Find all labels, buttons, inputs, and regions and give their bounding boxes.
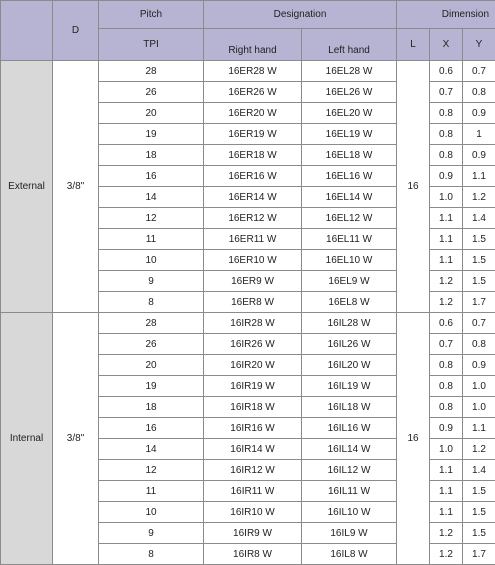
x-cell: 0.9 [430,418,463,439]
x-cell: 0.8 [430,355,463,376]
header-l: L [397,29,430,61]
y-cell: 1.2 [463,187,495,208]
right-hand-cell: 16IR9 W [204,523,302,544]
y-cell: 1.2 [463,439,495,460]
tpi-cell: 14 [99,187,204,208]
right-hand-cell: 16IR8 W [204,544,302,565]
tpi-cell: 11 [99,481,204,502]
y-cell: 0.8 [463,82,495,103]
left-hand-cell: 16IL28 W [302,313,397,334]
x-cell: 0.8 [430,397,463,418]
right-hand-cell: 16ER14 W [204,187,302,208]
d-value: 3/8" [53,61,99,313]
header-left-hand: Left hand [302,29,397,61]
tpi-cell: 12 [99,460,204,481]
x-cell: 1.1 [430,229,463,250]
x-cell: 1.1 [430,460,463,481]
tpi-cell: 19 [99,124,204,145]
header-right-hand: Right hand [204,29,302,61]
right-hand-cell: 16IR16 W [204,418,302,439]
y-cell: 1.0 [463,376,495,397]
left-hand-cell: 16IL14 W [302,439,397,460]
tpi-cell: 28 [99,313,204,334]
x-cell: 0.6 [430,61,463,82]
left-hand-cell: 16EL26 W [302,82,397,103]
y-cell: 1.7 [463,544,495,565]
tpi-cell: 20 [99,355,204,376]
x-cell: 0.8 [430,124,463,145]
left-hand-cell: 16IL9 W [302,523,397,544]
right-hand-cell: 16ER16 W [204,166,302,187]
y-cell: 1.1 [463,418,495,439]
right-hand-cell: 16ER19 W [204,124,302,145]
tpi-cell: 8 [99,292,204,313]
left-hand-cell: 16EL9 W [302,271,397,292]
x-cell: 1.1 [430,502,463,523]
tpi-cell: 10 [99,250,204,271]
tpi-cell: 18 [99,145,204,166]
y-cell: 1.5 [463,523,495,544]
tpi-cell: 16 [99,418,204,439]
y-cell: 0.7 [463,61,495,82]
table-body [1,61,495,565]
l-value: 16 [397,61,430,313]
x-cell: 0.7 [430,82,463,103]
x-cell: 1.2 [430,271,463,292]
tpi-cell: 20 [99,103,204,124]
header-pitch: Pitch [99,1,204,29]
tpi-cell: 16 [99,166,204,187]
y-cell: 0.9 [463,355,495,376]
y-cell: 1.4 [463,460,495,481]
tpi-cell: 26 [99,334,204,355]
right-hand-cell: 16IR18 W [204,397,302,418]
right-hand-cell: 16ER9 W [204,271,302,292]
header-x: X [430,29,463,61]
table-row [1,61,495,82]
x-cell: 1.2 [430,523,463,544]
tpi-cell: 26 [99,82,204,103]
y-cell: 0.9 [463,145,495,166]
tpi-cell: 9 [99,523,204,544]
x-cell: 0.9 [430,166,463,187]
l-value: 16 [397,313,430,565]
tpi-cell: 12 [99,208,204,229]
left-hand-cell: 16IL10 W [302,502,397,523]
section-label: External [1,61,53,313]
x-cell: 0.8 [430,103,463,124]
left-hand-cell: 16EL11 W [302,229,397,250]
right-hand-cell: 16ER11 W [204,229,302,250]
right-hand-cell: 16IR28 W [204,313,302,334]
y-cell: 1.4 [463,208,495,229]
x-cell: 0.6 [430,313,463,334]
header-d: D [53,1,99,61]
d-value: 3/8" [53,313,99,565]
right-hand-cell: 16IR26 W [204,334,302,355]
left-hand-cell: 16EL16 W [302,166,397,187]
section-label: Internal [1,313,53,565]
right-hand-cell: 16ER18 W [204,145,302,166]
x-cell: 1.2 [430,292,463,313]
left-hand-cell: 16EL14 W [302,187,397,208]
y-cell: 0.7 [463,313,495,334]
y-cell: 1.1 [463,166,495,187]
x-cell: 1.2 [430,544,463,565]
header-tpi: TPI [99,29,204,61]
x-cell: 0.8 [430,376,463,397]
right-hand-cell: 16IR12 W [204,460,302,481]
right-hand-cell: 16IR10 W [204,502,302,523]
right-hand-cell: 16ER20 W [204,103,302,124]
right-hand-cell: 16IR20 W [204,355,302,376]
x-cell: 0.8 [430,145,463,166]
right-hand-cell: 16ER12 W [204,208,302,229]
y-cell: 0.9 [463,103,495,124]
left-hand-cell: 16EL19 W [302,124,397,145]
left-hand-cell: 16IL26 W [302,334,397,355]
y-cell: 1 [463,124,495,145]
x-cell: 1.1 [430,250,463,271]
y-cell: 1.5 [463,250,495,271]
right-hand-cell: 16ER28 W [204,61,302,82]
y-cell: 1.5 [463,229,495,250]
header-y: Y [463,29,495,61]
left-hand-cell: 16EL10 W [302,250,397,271]
x-cell: 1.1 [430,481,463,502]
left-hand-cell: 16IL8 W [302,544,397,565]
x-cell: 1.1 [430,208,463,229]
left-hand-cell: 16EL12 W [302,208,397,229]
table-row [1,313,495,334]
x-cell: 1.0 [430,439,463,460]
header-designation: Designation [204,1,397,29]
left-hand-cell: 16IL16 W [302,418,397,439]
tpi-cell: 18 [99,397,204,418]
tpi-cell: 10 [99,502,204,523]
right-hand-cell: 16IR11 W [204,481,302,502]
tpi-cell: 28 [99,61,204,82]
left-hand-cell: 16EL8 W [302,292,397,313]
right-hand-cell: 16ER8 W [204,292,302,313]
y-cell: 1.5 [463,502,495,523]
y-cell: 0.8 [463,334,495,355]
left-hand-cell: 16EL18 W [302,145,397,166]
right-hand-cell: 16IR14 W [204,439,302,460]
tpi-cell: 8 [99,544,204,565]
left-hand-cell: 16EL28 W [302,61,397,82]
x-cell: 0.7 [430,334,463,355]
left-hand-cell: 16IL19 W [302,376,397,397]
left-hand-cell: 16EL20 W [302,103,397,124]
left-hand-cell: 16IL11 W [302,481,397,502]
x-cell: 1.0 [430,187,463,208]
right-hand-cell: 16ER26 W [204,82,302,103]
right-hand-cell: 16IR19 W [204,376,302,397]
tpi-cell: 9 [99,271,204,292]
left-hand-cell: 16IL20 W [302,355,397,376]
tpi-cell: 19 [99,376,204,397]
y-cell: 1.5 [463,481,495,502]
left-hand-cell: 16IL18 W [302,397,397,418]
corner-header-cell [1,1,53,61]
tpi-cell: 11 [99,229,204,250]
left-hand-cell: 16IL12 W [302,460,397,481]
y-cell: 1.0 [463,397,495,418]
y-cell: 1.5 [463,271,495,292]
y-cell: 1.7 [463,292,495,313]
header-dimension: Dimension [397,1,495,29]
tpi-cell: 14 [99,439,204,460]
right-hand-cell: 16ER10 W [204,250,302,271]
